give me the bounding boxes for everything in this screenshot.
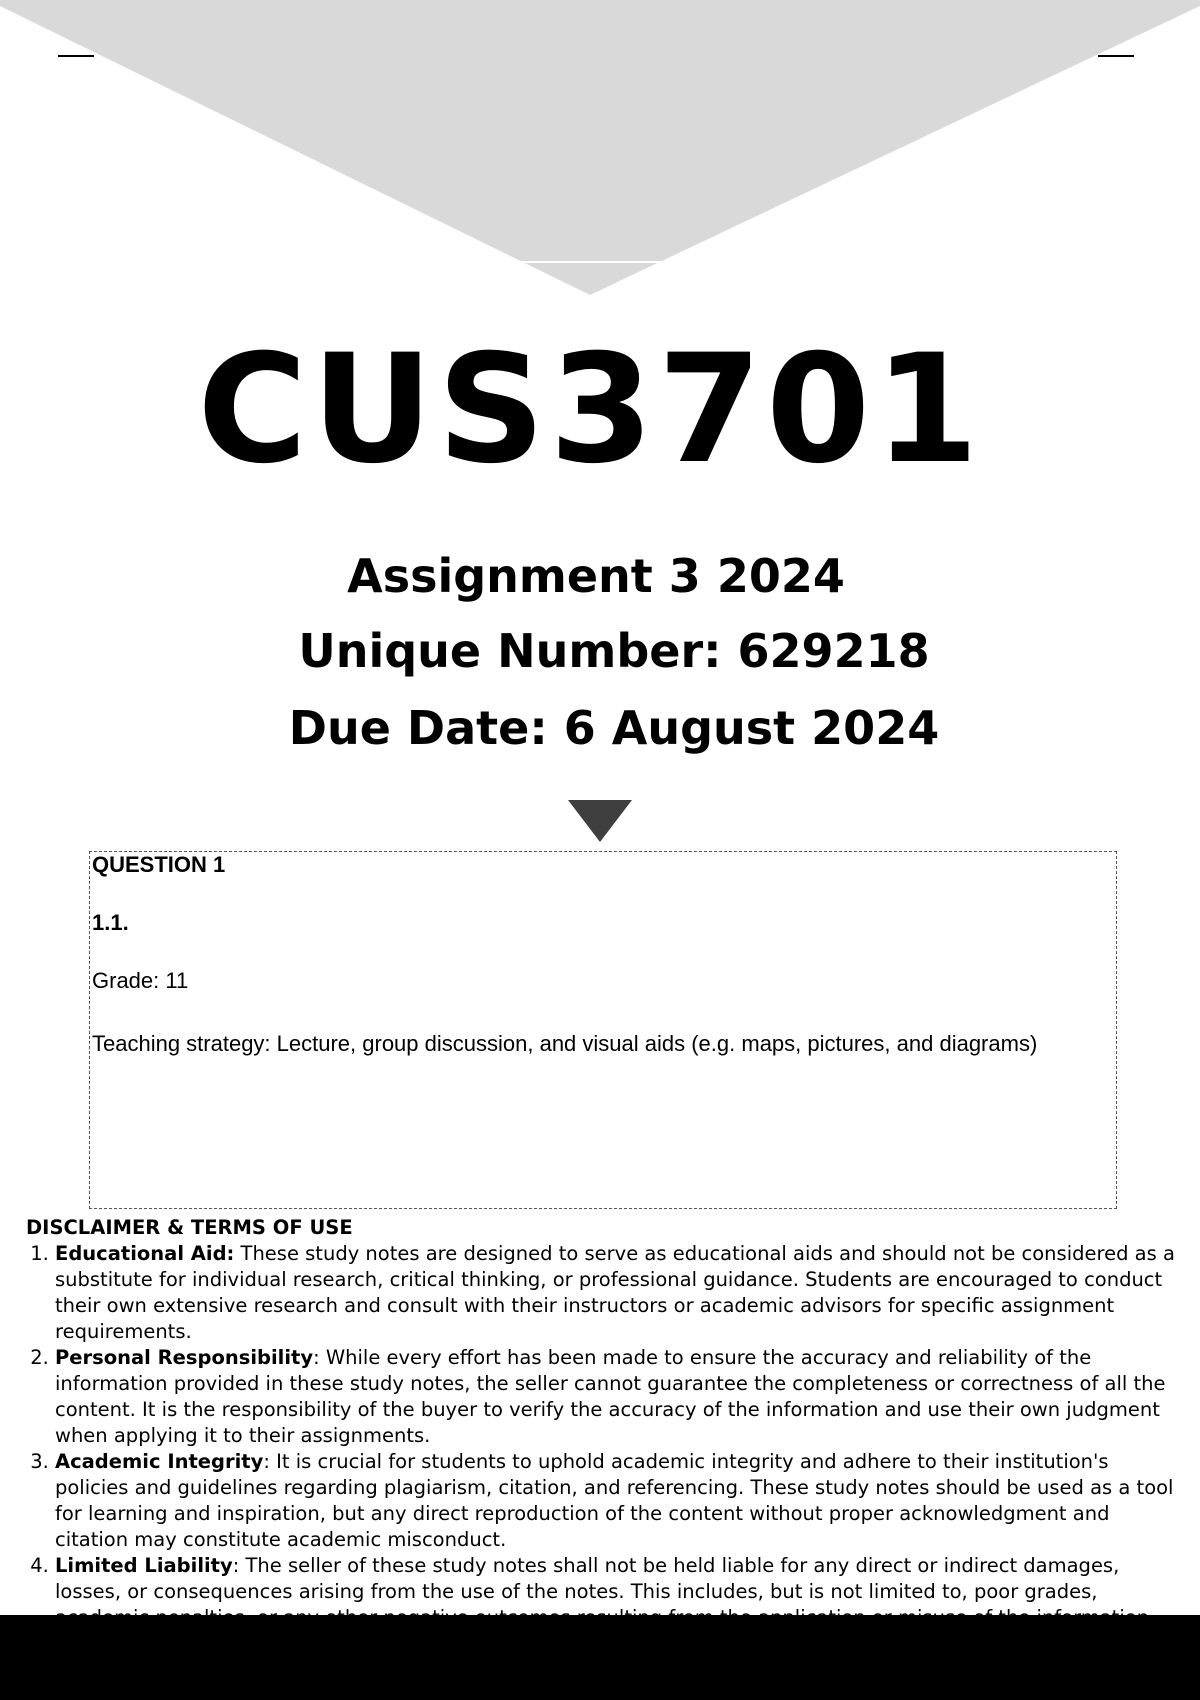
question-grade: Grade: 11 [92, 968, 189, 993]
assignment-title: Assignment 3 2024 [347, 549, 845, 603]
disclaimer-section [18, 1215, 1188, 1631]
disclaimer-title: DISCLAIMER & TERMS OF USE [26, 1216, 353, 1239]
disclaimer-item-label: Personal Responsibility [55, 1346, 314, 1369]
disclaimer-item [55, 1449, 1188, 1553]
disclaimer-item [55, 1241, 1188, 1345]
corner-mark-right [1098, 55, 1134, 57]
disclaimer-item [55, 1345, 1188, 1449]
unique-number: Unique Number: 629218 [298, 624, 930, 678]
course-code-title: CUS3701 [197, 323, 983, 497]
arrow-down-icon [568, 800, 632, 844]
disclaimer-item-text: : While every effort has been made to ensure the accuracy and reliability of the information provided in these study notes, the seller cannot guarantee the completeness or correctness of all the content. It is the responsibility of the buyer to verify the accuracy of the information and use their own judgment when applying it to their assignments. [55, 1346, 1166, 1447]
header-banner [0, 0, 1200, 300]
question-sub-number: 1.1. [92, 910, 129, 935]
bottom-black-bar [0, 1615, 1200, 1700]
due-date: Due Date: 6 August 2024 [288, 701, 940, 755]
disclaimer-item-label: Educational Aid: [55, 1242, 235, 1265]
question-teaching-strategy: Teaching strategy: Lecture, group discussion, and visual aids (e.g. maps, pictures, and diagrams) [92, 1031, 1038, 1056]
question-section [89, 851, 1117, 1209]
disclaimer-list [18, 1241, 1188, 1631]
disclaimer-item-text: These study notes are designed to serve as educational aids and should not be considered as a substitute for individual research, critical thinking, or professional guidance. Students are encouraged to conduct their own extensive research and consult with their instructors or academic advisors for specific assignment requirements. [55, 1242, 1175, 1343]
banner-chevron-shape [0, 0, 1200, 295]
disclaimer-item-text: : It is crucial for students to uphold academic integrity and adhere to their institution's policies and guidelines regarding plagiarism, citation, and referencing. These study notes should be used as a tool for learning and inspiration, but any direct reproduction of the content without proper acknowledgment and citation may constitute academic misconduct. [55, 1450, 1174, 1551]
disclaimer-item-label: Limited Liability [55, 1554, 233, 1577]
disclaimer-item-label: Academic Integrity [55, 1450, 264, 1473]
corner-mark-left [58, 55, 94, 57]
question-heading: QUESTION 1 [92, 852, 226, 877]
disclaimer-item-text: : The seller of these study notes shall not be held liable for any direct or indirect damages, losses, or consequences arising from the use of the notes. This includes, but is not limited to, poor grades, [55, 1554, 1120, 1603]
